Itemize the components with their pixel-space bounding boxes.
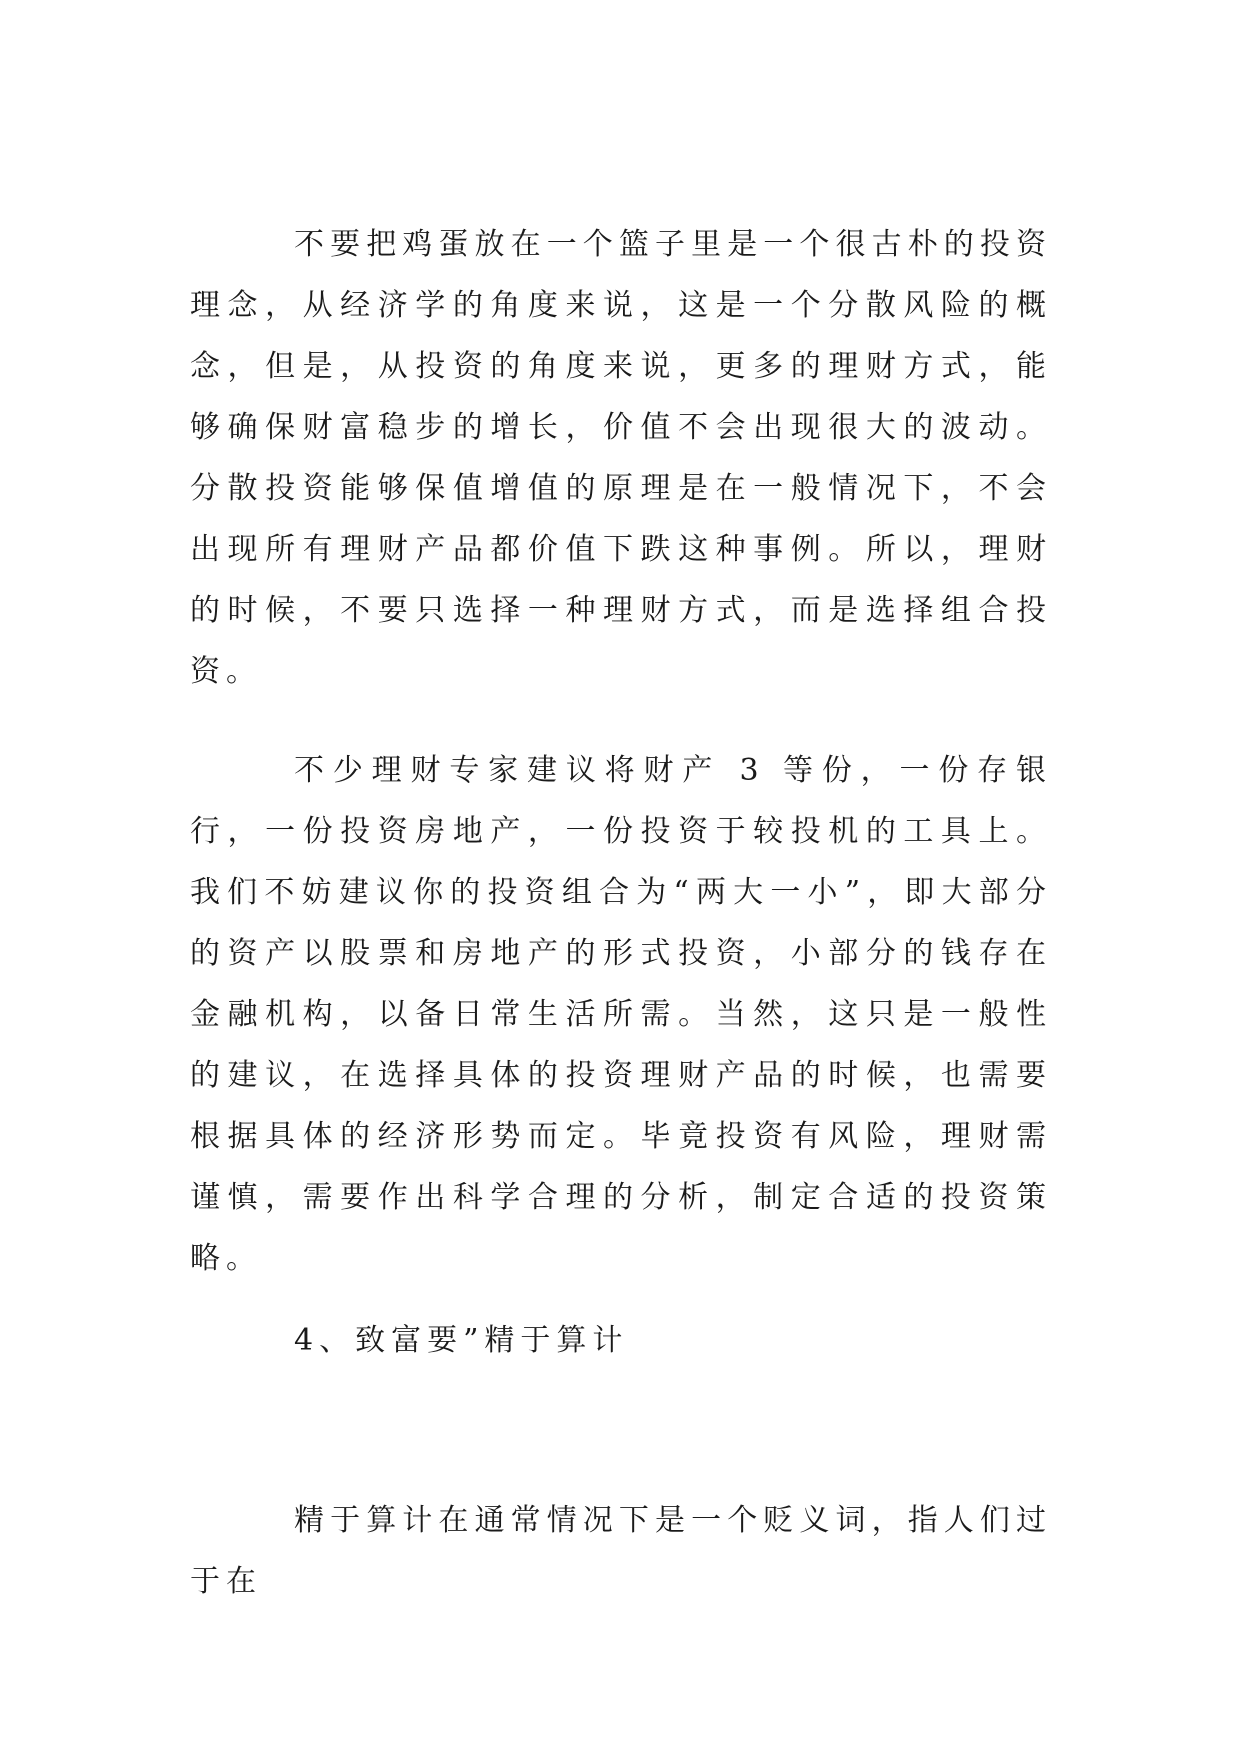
paragraph-diversification: 不要把鸡蛋放在一个篮子里是一个很古朴的投资理念，从经济学的角度来说，这是一个分散风险的概念，但是，从投资的角度来说，更多的理财方式，能够确保财富稳步的增长，价值不会出现很大的波动。分散投资能够保值增值的原理是在一般情况下，不会出现所有理财产品都价值下跌这种事例。所以，理财的时候，不要只选择一种理财方式，而是选择组合投资。 [190, 227, 1052, 689]
section-heading: 4、致富要”精于算计 [294, 1323, 629, 1358]
paragraph-asset-allocation: 不少理财专家建议将财产 3 等份，一份存银行，一份投资房地产，一份投资于较投机的工具上。我们不妨建议你的投资组合为“两大一小”，即大部分的资产以股票和房地产的形式投资，小部分的钱存在金融机构，以备日常生活所需。当然，这只是一般性的建议，在选择具体的投资理财产品的时候，也需要根据具体的经济形势而定。毕竟投资有风险，理财需谨慎，需要作出科学合理的分析，制定合适的投资策略。 [190, 753, 1052, 1276]
paragraph-careful-calculation: 精于算计在通常情况下是一个贬义词，指人们过于在 [190, 1503, 1052, 1599]
